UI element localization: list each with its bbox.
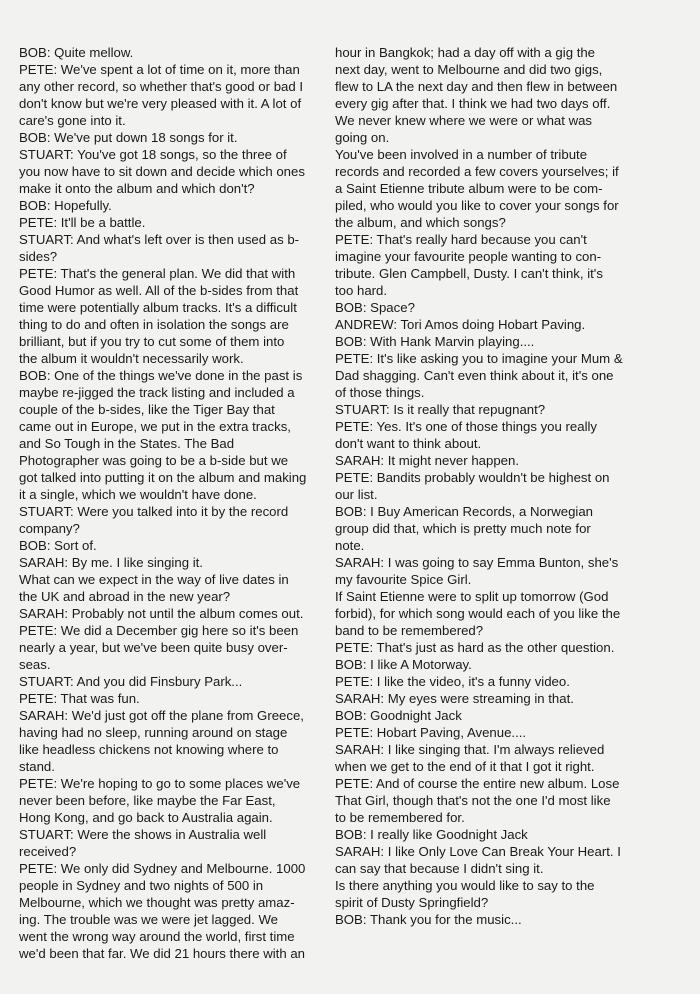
- text-line: PETE: That's the general plan. We did that with: [19, 266, 296, 281]
- text-line: Is there anything you would like to say to the: [335, 878, 595, 893]
- text-line: came out in Europe, we put in the extra tracks,: [19, 419, 291, 434]
- text-line: like headless chickens not knowing where to: [19, 742, 279, 757]
- text-line: flew to LA the next day and then flew in between: [335, 79, 618, 94]
- text-line: having had no sleep, running around on stage: [19, 725, 288, 740]
- text-line: What can we expect in the way of live dates in: [19, 572, 289, 587]
- text-line: too hard.: [335, 283, 388, 298]
- text-line: BOB: Quite mellow.: [19, 45, 134, 60]
- text-line: BOB: Goodnight Jack: [335, 708, 462, 723]
- text-line: spirit of Dusty Springfield?: [335, 895, 489, 910]
- right-text-column: [335, 44, 635, 928]
- text-line: hour in Bangkok; had a day off with a gig the: [335, 45, 596, 60]
- text-line: the UK and abroad in the new year?: [19, 589, 231, 604]
- text-line: SARAH: I was going to say Emma Bunton, she's: [335, 555, 619, 570]
- text-line: time were potentially album tracks. It's a difficult: [19, 300, 297, 315]
- text-line: don't want to think about.: [335, 436, 482, 451]
- text-line: got talked into putting it on the album and making: [19, 470, 307, 485]
- text-line: BOB: We've put down 18 songs for it.: [19, 130, 238, 145]
- text-line: note.: [335, 538, 365, 553]
- text-line: PETE: That's really hard because you can't: [335, 232, 587, 247]
- text-line: BOB: Thank you for the music...: [335, 912, 522, 927]
- text-line: any other record, so whether that's good or bad I: [19, 79, 304, 94]
- text-line: PETE: We did a December gig here so it's been: [19, 623, 299, 638]
- text-line: seas.: [19, 657, 51, 672]
- text-line: STUART: You've got 18 songs, so the three of: [19, 147, 287, 162]
- text-line: piled, who would you like to cover your songs for: [335, 198, 619, 213]
- text-line: can say that because I didn't sing it.: [335, 861, 544, 876]
- text-line: and So Tough in the States. The Bad: [19, 436, 235, 451]
- text-line: stand.: [19, 759, 55, 774]
- text-line: thing to do and often in isolation the songs are: [19, 317, 289, 332]
- text-line: PETE: We've spent a lot of time on it, more than: [19, 62, 300, 77]
- text-line: maybe re-jigged the track listing and included a: [19, 385, 295, 400]
- text-line: company?: [19, 521, 80, 536]
- text-line: every gig after that. I think we had two days off.: [335, 96, 611, 111]
- text-line: next day, went to Melbourne and did two gigs,: [335, 62, 603, 77]
- text-line: If Saint Etienne were to split up tomorrow (God: [335, 589, 609, 604]
- text-line: it a single, which we wouldn't have done.: [19, 487, 257, 502]
- text-line: BOB: Hopefully.: [19, 198, 112, 213]
- text-line: BOB: One of the things we've done in the past is: [19, 368, 303, 383]
- text-line: group did that, which is pretty much note for: [335, 521, 591, 536]
- text-line: STUART: Were you talked into it by the record: [19, 504, 289, 519]
- text-line: PETE: We only did Sydney and Melbourne. 1000: [19, 861, 306, 876]
- text-line: of those things.: [335, 385, 425, 400]
- text-line: never been before, like maybe the Far East,: [19, 793, 276, 808]
- text-line: the album it wouldn't necessarily work.: [19, 351, 244, 366]
- text-line: the album, and which songs?: [335, 215, 506, 230]
- text-line: SARAH: By me. I like singing it.: [19, 555, 203, 570]
- text-line: STUART: And you did Finsbury Park...: [19, 674, 243, 689]
- text-line: received?: [19, 844, 77, 859]
- text-line: going on.: [335, 130, 390, 145]
- text-line: PETE: It's like asking you to imagine your Mum &: [335, 351, 623, 366]
- text-line: Melbourne, which we thought was pretty amaz-: [19, 895, 295, 910]
- text-line: ANDREW: Tori Amos doing Hobart Paving.: [335, 317, 586, 332]
- text-line: brilliant, but if you try to cut some of them into: [19, 334, 285, 349]
- text-line: PETE: It'll be a battle.: [19, 215, 146, 230]
- text-line: nearly a year, but we've been quite busy over-: [19, 640, 288, 655]
- left-text-column: [19, 44, 319, 962]
- text-line: a Saint Etienne tribute album were to be com-: [335, 181, 603, 196]
- text-line: BOB: I like A Motorway.: [335, 657, 472, 672]
- text-line: my favourite Spice Girl.: [335, 572, 472, 587]
- text-line: SARAH: My eyes were streaming in that.: [335, 691, 574, 706]
- text-line: Dad shagging. Can't even think about it, it's one: [335, 368, 614, 383]
- text-line: make it onto the album and which don't?: [19, 181, 255, 196]
- text-line: sides?: [19, 249, 58, 264]
- text-line: BOB: Space?: [335, 300, 415, 315]
- text-line: That Girl, though that's not the one I'd most like: [335, 793, 611, 808]
- text-line: SARAH: Probably not until the album comes out.: [19, 606, 304, 621]
- text-line: ing. The trouble was we were jet lagged. We: [19, 912, 279, 927]
- text-line: PETE: I like the video, it's a funny video.: [335, 674, 570, 689]
- text-line: PETE: Bandits probably wouldn't be highest on: [335, 470, 610, 485]
- text-line: to be remembered for.: [335, 810, 465, 825]
- text-line: STUART: And what's left over is then used as b-: [19, 232, 300, 247]
- text-line: STUART: Is it really that repugnant?: [335, 402, 546, 417]
- text-line: Photographer was going to be a b-side but we: [19, 453, 289, 468]
- text-line: records and recorded a few covers yourselves; if: [335, 164, 619, 179]
- text-line: We never knew where we were or what was: [335, 113, 593, 128]
- text-line: STUART: Were the shows in Australia well: [19, 827, 267, 842]
- text-line: PETE: Hobart Paving, Avenue....: [335, 725, 527, 740]
- text-line: You've been involved in a number of tribute: [335, 147, 588, 162]
- text-line: care's gone into it.: [19, 113, 126, 128]
- text-line: when we get to the end of it that I got it right.: [335, 759, 595, 774]
- text-line: went the wrong way around the world, first time: [19, 929, 295, 944]
- text-line: Good Humor as well. All of the b-sides from that: [19, 283, 299, 298]
- text-line: people in Sydney and two nights of 500 in: [19, 878, 264, 893]
- text-line: our list.: [335, 487, 378, 502]
- text-line: couple of the b-sides, like the Tiger Bay that: [19, 402, 275, 417]
- text-line: forbid), for which song would each of you like the: [335, 606, 621, 621]
- text-line: PETE: We're hoping to go to some places we've: [19, 776, 301, 791]
- text-line: SARAH: I like Only Love Can Break Your Heart. I: [335, 844, 621, 859]
- text-line: SARAH: We'd just got off the plane from Greece,: [19, 708, 304, 723]
- text-line: PETE: And of course the entire new album. Lose: [335, 776, 620, 791]
- text-line: SARAH: It might never happen.: [335, 453, 519, 468]
- text-line: PETE: That's just as hard as the other question.: [335, 640, 615, 655]
- text-line: BOB: With Hank Marvin playing....: [335, 334, 535, 349]
- text-line: SARAH: I like singing that. I'm always relieved: [335, 742, 605, 757]
- text-line: BOB: Sort of.: [19, 538, 97, 553]
- text-line: you now have to sit down and decide which ones: [19, 164, 305, 179]
- text-line: tribute. Glen Campbell, Dusty. I can't think, it's: [335, 266, 603, 281]
- text-line: BOB: I really like Goodnight Jack: [335, 827, 528, 842]
- text-line: imagine your favourite people wanting to con-: [335, 249, 602, 264]
- text-line: Hong Kong, and go back to Australia again.: [19, 810, 273, 825]
- text-line: we'd been that far. We did 21 hours there with an: [19, 946, 305, 961]
- text-line: band to be remembered?: [335, 623, 484, 638]
- text-line: PETE: That was fun.: [19, 691, 140, 706]
- text-line: don't know but we're very pleased with it. A lot of: [19, 96, 302, 111]
- text-line: PETE: Yes. It's one of those things you really: [335, 419, 598, 434]
- text-line: BOB: I Buy American Records, a Norwegian: [335, 504, 593, 519]
